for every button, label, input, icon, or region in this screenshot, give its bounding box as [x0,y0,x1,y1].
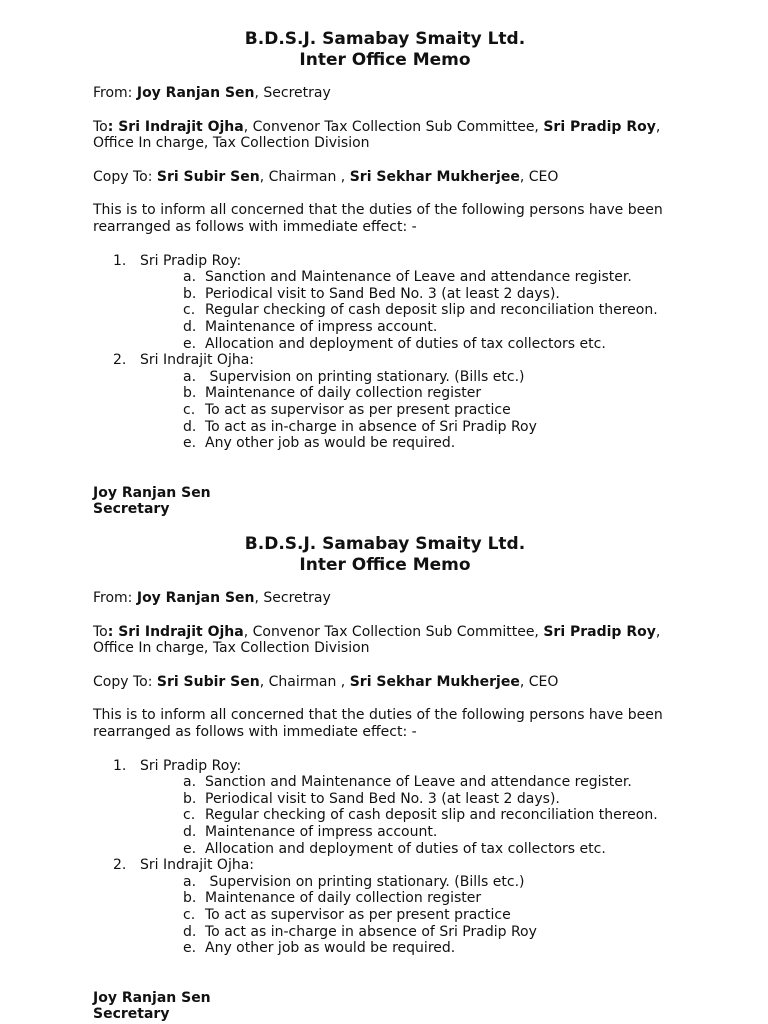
task-letter: e. [183,940,197,957]
memo-title: Inter Office Memo [299,555,471,575]
task-letter: a. [183,774,197,791]
person-item [113,857,693,874]
copy-label: Copy To: [93,673,157,690]
to-line-2: Office In charge, Tax Collection Division [93,640,370,657]
task-text: Regular checking of cash deposit slip and reconciliation thereon. [205,302,658,319]
task-list [113,774,693,857]
copy-role-2: , CEO [519,673,559,690]
task-text: Maintenance of daily collection register [205,385,482,402]
task-item [183,435,693,452]
task-item [183,269,693,286]
person-number: 2. [113,857,127,874]
person-number: 2. [113,352,127,369]
task-letter: c. [183,401,196,418]
task-item [183,402,693,419]
from-role: , Secretray [254,85,331,101]
task-item [183,807,693,824]
copy-to-line [93,674,693,691]
task-text: Maintenance of daily collection register [205,890,482,907]
copy-role-2: , CEO [519,168,559,185]
task-item [183,774,693,791]
task-letter: a. [183,368,197,385]
task-item [183,302,693,319]
task-item [183,791,693,808]
task-text: Any other job as would be required. [205,940,456,957]
copy-name-2: Sri Sekhar Mukherjee [349,168,520,185]
from-role: , Secretray [254,590,331,606]
copy-role-1: , Chairman , [259,673,350,690]
from-line [93,85,693,102]
to-line [93,119,693,152]
copy-name-2: Sri Sekhar Mukherjee [349,673,520,690]
person-name: Sri Pradip Roy: [140,757,242,774]
task-letter: a. [183,269,197,286]
copy-name-1: Sri Subir Sen [156,673,260,690]
task-letter: b. [183,285,197,302]
task-item [183,286,693,303]
task-list [113,874,693,957]
to-name-2: Sri Pradip Roy [543,118,656,135]
task-letter: e. [183,435,197,452]
to-line-2: Office In charge, Tax Collection Division [93,135,370,152]
to-role-2: , [655,118,661,135]
task-letter: b. [183,890,197,907]
task-item [183,385,693,402]
task-letter: c. [183,302,196,319]
task-letter: d. [183,318,197,335]
task-text: Allocation and deployment of duties of tax collectors etc. [205,335,606,352]
to-line [93,624,693,657]
task-text: To act as supervisor as per present practice [205,906,511,923]
copy-to-line [93,169,693,186]
copy-label: Copy To: [93,168,157,185]
task-text: Supervision on printing stationary. (Bills etc.) [205,873,525,890]
task-letter: b. [183,385,197,402]
from-name: Joy Ranjan Sen [136,590,255,606]
task-letter: c. [183,807,196,824]
task-text: Regular checking of cash deposit slip and reconciliation thereon. [205,807,658,824]
task-letter: d. [183,923,197,940]
signature-name: Joy Ranjan Sen [93,484,211,501]
intro-line-1: This is to inform all concerned that the duties of the following persons have been [93,707,663,724]
memo-1 [93,29,693,518]
task-letter: b. [183,790,197,807]
organization-title: B.D.S.J. Samabay Smaity Ltd. [244,534,526,554]
task-text: Allocation and deployment of duties of tax collectors etc. [205,840,606,857]
to-name-1: : Sri Indrajit Ojha [107,118,244,135]
task-item [183,940,693,957]
task-text: Sanction and Maintenance of Leave and attendance register. [205,269,632,286]
task-item [183,419,693,436]
task-item [183,841,693,858]
copy-role-1: , Chairman , [259,168,350,185]
task-letter: a. [183,873,197,890]
task-text: To act as supervisor as per present practice [205,401,511,418]
intro-line-2: rearranged as follows with immediate effect: - [93,723,417,740]
task-item [183,890,693,907]
person-name: Sri Pradip Roy: [140,252,242,269]
to-role-1: , Convenor Tax Collection Sub Committee, [243,118,544,135]
task-list [113,269,693,352]
task-text: Periodical visit to Sand Bed No. 3 (at least 2 days). [205,285,560,302]
task-item [183,336,693,353]
from-label: From: [93,590,137,606]
to-name-2: Sri Pradip Roy [543,623,656,640]
task-text: Periodical visit to Sand Bed No. 3 (at least 2 days). [205,790,560,807]
memo-title: Inter Office Memo [299,50,471,70]
person-number: 1. [113,757,127,774]
person-item [113,253,693,270]
to-name-1: : Sri Indrajit Ojha [107,623,244,640]
organization-title: B.D.S.J. Samabay Smaity Ltd. [244,29,526,49]
task-text: Maintenance of impress account. [205,823,438,840]
memo-2 [93,534,693,1023]
task-item [183,824,693,841]
duties-list [93,758,693,957]
intro-paragraph [93,707,693,740]
task-item [183,874,693,891]
task-letter: e. [183,840,197,857]
person-item [113,352,693,369]
signature-block [93,990,693,1023]
task-item [183,319,693,336]
signature-block [93,485,693,518]
task-letter: d. [183,418,197,435]
intro-line-1: This is to inform all concerned that the duties of the following persons have been [93,202,663,219]
to-label: To [93,623,108,640]
to-role-1: , Convenor Tax Collection Sub Committee, [243,623,544,640]
task-text: Any other job as would be required. [205,435,456,452]
to-label: To [93,118,108,135]
task-list [113,369,693,452]
intro-line-2: rearranged as follows with immediate effect: - [93,218,417,235]
signature-name: Joy Ranjan Sen [93,989,211,1006]
person-item [113,758,693,775]
task-item [183,924,693,941]
intro-paragraph [93,202,693,235]
duties-list [93,253,693,452]
task-letter: e. [183,335,197,352]
task-text: Supervision on printing stationary. (Bills etc.) [205,368,525,385]
task-item [183,907,693,924]
task-text: Sanction and Maintenance of Leave and attendance register. [205,774,632,791]
from-label: From: [93,85,137,101]
signature-title: Secretary [93,501,170,518]
task-text: Maintenance of impress account. [205,318,438,335]
copy-name-1: Sri Subir Sen [156,168,260,185]
person-name: Sri Indrajit Ojha: [140,857,255,874]
person-name: Sri Indrajit Ojha: [140,352,255,369]
signature-title: Secretary [93,1006,170,1023]
task-letter: d. [183,823,197,840]
task-item [183,369,693,386]
from-line [93,590,693,607]
task-text: To act as in-charge in absence of Sri Pradip Roy [205,418,537,435]
person-number: 1. [113,252,127,269]
from-name: Joy Ranjan Sen [136,85,255,101]
to-role-2: , [655,623,661,640]
task-letter: c. [183,906,196,923]
task-text: To act as in-charge in absence of Sri Pradip Roy [205,923,537,940]
